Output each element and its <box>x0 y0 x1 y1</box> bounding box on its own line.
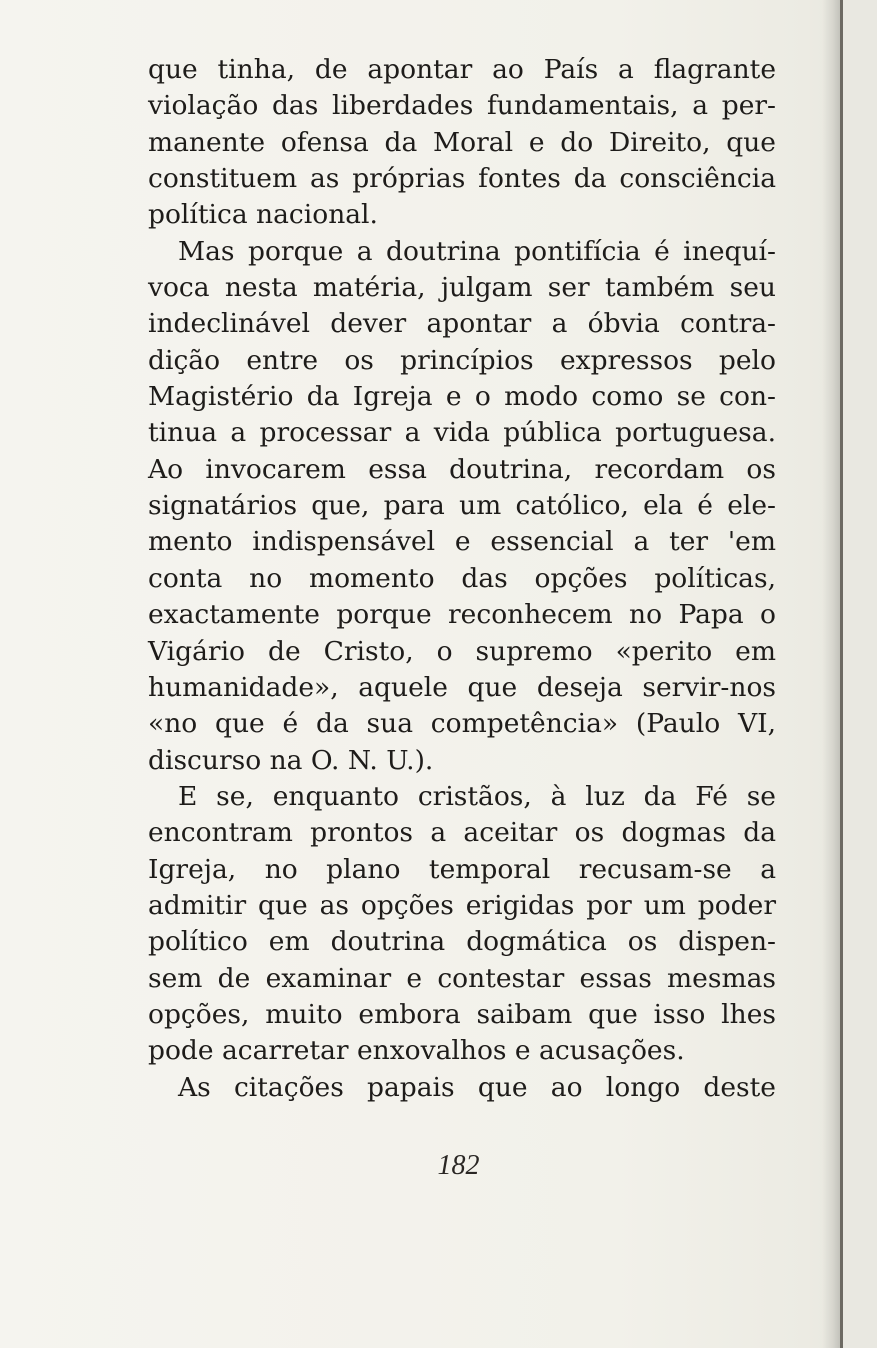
text-line: opções, muito embora saibam que isso lhes <box>148 998 776 1030</box>
text-line: violação das liberdades fundamentais, a per- <box>148 90 776 122</box>
text-line: admitir que as opções erigidas por um poder <box>148 889 776 921</box>
text-line: sem de examinar e contestar essas mesmas <box>148 962 776 994</box>
text-line: político em doutrina dogmática os dispen- <box>148 926 776 958</box>
text-line: conta no momento das opções políticas, <box>148 562 776 594</box>
text-line: voca nesta matéria, julgam ser também seu <box>148 272 776 304</box>
text-line: Ao invocarem essa doutrina, recordam os <box>148 453 776 485</box>
text-line: signatários que, para um católico, ela é ele- <box>148 490 776 522</box>
text-line: mento indispensável e essencial a ter 'em <box>148 526 776 558</box>
text-line: pode acarretar enxovalhos e acusações. <box>148 1035 685 1067</box>
page-number: 182 <box>437 1150 480 1181</box>
text-line: E se, enquanto cristãos, à luz da Fé se <box>178 780 776 812</box>
text-line: humanidade», aquele que deseja servir-nos <box>148 671 776 703</box>
text-line: Mas porque a doutrina pontifícia é inequí- <box>178 235 776 267</box>
paragraph <box>148 52 776 234</box>
text-line: As citações papais que ao longo deste <box>178 1071 776 1103</box>
text-line: constituem as próprias fontes da consciência <box>148 163 776 195</box>
text-line: manente ofensa da Moral e do Direito, que <box>148 126 776 158</box>
text-line: «no que é da sua competência» (Paulo VI, <box>148 708 776 740</box>
body-text <box>148 52 776 1106</box>
text-line: que tinha, de apontar ao País a flagrante <box>148 54 776 85</box>
binding-shadow <box>822 0 840 1348</box>
text-line: tinua a processar a vida pública portuguesa. <box>148 417 776 449</box>
paragraph <box>148 1070 776 1106</box>
text-line: indeclinável dever apontar a óbvia contra- <box>148 308 776 340</box>
text-line: encontram prontos a aceitar os dogmas da <box>148 817 776 849</box>
text-line: discurso na O. N. U.). <box>148 744 434 776</box>
text-line: Igreja, no plano temporal recusam-se a <box>148 853 776 885</box>
next-page-margin <box>843 0 877 1348</box>
text-line: Vigário de Cristo, o supremo «perito em <box>148 635 776 667</box>
text-line: Magistério da Igreja e o modo como se con- <box>148 381 776 413</box>
paragraph <box>148 779 776 1070</box>
text-line: dição entre os princípios expressos pelo <box>148 344 776 376</box>
text-line: política nacional. <box>148 199 378 231</box>
text-line: exactamente porque reconhecem no Papa o <box>148 599 776 631</box>
paragraph <box>148 234 776 779</box>
